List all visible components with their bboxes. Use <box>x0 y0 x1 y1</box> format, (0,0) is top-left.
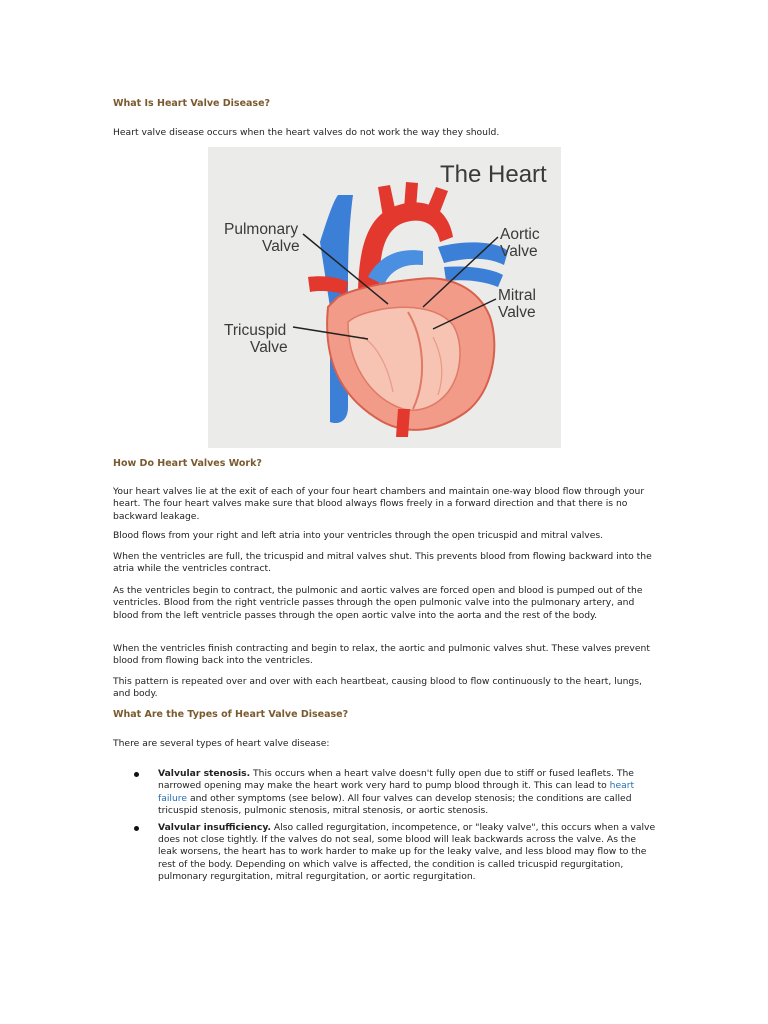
list-item <box>113 768 658 818</box>
body-paragraph: As the ventricles begin to contract, the pulmonic and aortic valves are forced open and blood is pumped out of the ventricles. Blood from the right ventricle passes through the open pulmonic valve into the pulmonary artery, and blood from the left ventricle passes through the open aortic valve into the aorta and the rest of the body. <box>113 585 643 621</box>
heart-diagram <box>208 147 561 448</box>
list-item-text: Also called regurgitation, incompetence, or "leaky valve", this occurs when a valve does not close tightly. If the valves do not seal, some blood will leak backwards across the valve. As the leak worsens, the heart has to work harder to make up for the leaky valve, and less blood may flow to the rest of the body. Depending on which valve is affected, the condition is called tricuspid regurgitation, pulmonary regurgitation, mitral regurgitation, or aortic regurgitation. <box>158 821 656 883</box>
types-list <box>113 768 658 888</box>
body-paragraph: When the ventricles finish contracting and begin to relax, the aortic and pulmonic valves shut. These valves prevent blood from flowing back into the ventricles. <box>113 643 650 667</box>
label-pulmonary-valve: Pulmonary Valve <box>224 221 300 255</box>
list-item-term: Valvular stenosis. <box>158 768 251 779</box>
types-intro: There are several types of heart valve disease: <box>113 738 330 749</box>
figure-title: The Heart <box>440 161 547 188</box>
body-paragraph: Blood flows from your right and left atria into your ventricles through the open tricuspid and mitral valves. <box>113 530 604 541</box>
list-item-text: This occurs when a heart valve doesn't fully open due to stiff or fused leaflets. The narrowed opening may make the heart work very hard to pump blood through it. This can lead to <box>158 768 634 792</box>
heart-failure-link[interactable]: heart failure <box>158 780 635 804</box>
label-mitral-valve: Mitral Valve <box>498 287 536 321</box>
body-paragraph: This pattern is repeated over and over with each heartbeat, causing blood to flow continuously to the heart, lungs, and body. <box>113 676 642 700</box>
section-heading-what-is: What Is Heart Valve Disease? <box>113 98 271 109</box>
list-item-text: and other symptoms (see below). All four valves can develop stenosis; the conditions are called tricuspid stenosis, pulmonic stenosis, mitral stenosis, or aortic stenosis. <box>158 792 632 817</box>
label-aortic-valve: Aortic Valve <box>500 226 540 260</box>
bullet-icon <box>134 826 139 831</box>
section-heading-types: What Are the Types of Heart Valve Disease? <box>113 709 349 720</box>
body-paragraph: When the ventricles are full, the tricuspid and mitral valves shut. This prevents blood from flowing backward into the atria while the ventricles contract. <box>113 551 652 575</box>
body-paragraph: Your heart valves lie at the exit of each of your four heart chambers and maintain one-way blood flow through your heart. The four heart valves make sure that blood always flows freely in a forward direction and that there is no backward leakage. <box>113 486 645 522</box>
intro-paragraph: Heart valve disease occurs when the heart valves do not work the way they should. <box>113 127 500 138</box>
section-heading-how-work: How Do Heart Valves Work? <box>113 458 262 469</box>
list-item-term: Valvular insufficiency. <box>158 821 271 833</box>
label-tricuspid-valve: Tricuspid Valve <box>224 322 288 356</box>
bullet-icon <box>134 772 139 777</box>
list-item <box>113 822 658 884</box>
